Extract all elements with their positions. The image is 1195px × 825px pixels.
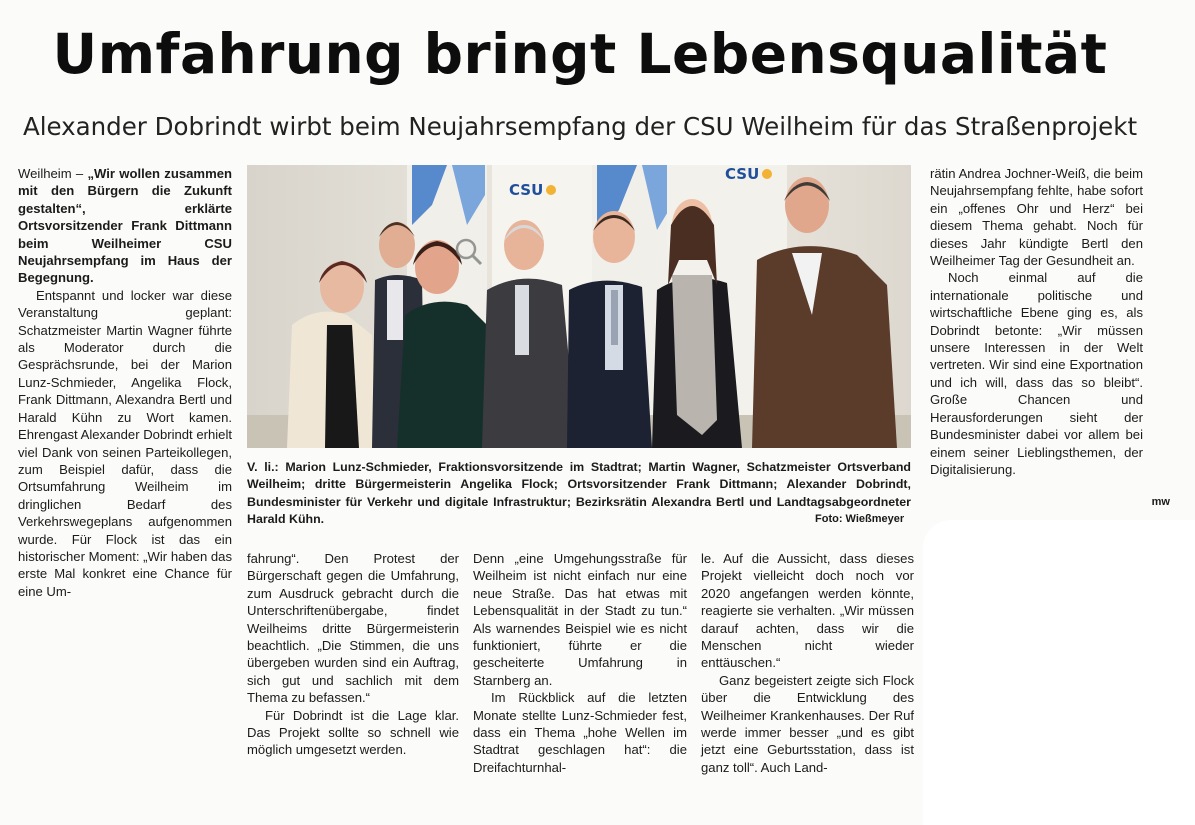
paragraph: Entspannt und locker war diese Veranstaltung geplant: Schatzmeister Martin Wagner führte als Moderator durch die Gesprächsrunde, bei der Marion Lunz-Schmieder, Angelika Flock, Frank Dittmann, Alexandra Bertl und Harald Kühn zu Wort kamen. Ehrengast Alexander Dobrindt erhielt viel Dank von seinen Parteikollegen, zum Beispiel dafür, dass die Ortsumfahrung Weilheim im dringlichen Bedarf des Verkehrswegeplans aufgenommen wurde. Für Flock ist das ein historischer Moment: „Wir haben das erste Mal konkret eine Chance für eine Um- [18,287,232,599]
paragraph: Im Rückblick auf die letzten Monate stellte Lunz-Schmieder fest, dass ein Thema „hohe Wellen im Stadtrat geschlagen hat“: die Dreifachturnhal- [473,690,687,775]
lead-bold: „Wir wollen zusammen mit den Bürgern die Zukunft gestalten“, erklärte Ortsvorsitzender Frank Dittmann beim Weilheimer CSU Neujahrsempfang im Haus der Begegnung. [18,166,232,286]
blank-cutout-area [923,520,1195,825]
headline: Umfahrung bringt Lebensqualität [52,22,1108,86]
photo-credit: Foto: Wießmeyer [815,513,905,525]
paragraph: fahrung“. Den Protest der Bürgerschaft gegen die Umfahrung, zum Ausdruck gebracht durch die Unterschriftenübergabe, findet Weilheims dritte Bürgermeisterin beachtlich. „Die Stimmen, die uns übergeben wurden sind ein Auftrag, sich gut und sachlich mit dem Thema zu befassen.“ [247,551,459,706]
csu-logo-text: CSU [509,181,544,199]
photo-caption: V. li.: Marion Lunz-Schmieder, Fraktionsvorsitzende im Stadtrat; Martin Wagner, Schatzmeister Ortsverband Weilheim; dritte Bürgermeisterin Angelika Flock; Ortsvorsitzender Frank Dittmann; Alexander Dobrindt, Bundesminister für Verkehr und digitale Infrastruktur; Bezirksrätin Alexandra Bertl und Landtagsabgeordneter Harald Kühn. [247,460,911,527]
article-column-3 [473,550,687,776]
lead-paragraph [18,165,232,287]
lead-place: Weilheim – [18,166,88,181]
subheadline: Alexander Dobrindt wirbt beim Neujahrsempfang der CSU Weilheim für das Straßenprojekt [22,112,1138,141]
article-column-4 [701,550,914,776]
paragraph: Für Dobrindt ist die Lage klar. Das Projekt sollte so schnell wie möglich umgesetzt werden. [247,707,459,758]
article-column-2 [247,550,459,759]
article-column-1 [18,165,232,600]
paragraph: rätin Andrea Jochner-Weiß, die beim Neujahrsempfang fehlte, habe sofort ein „offenes Ohr und Herz“ bei diesem Thema gehabt. Noch für dieses Jahr kündigte Bertl den Weilheimer Tag der Gesundheit an. [930,166,1143,269]
paragraph: Noch einmal auf die internationale politische und wirtschaftliche Ebene ging es, als Dobrindt betonte: „Wir müssen unsere Interessen in der Welt vertreten. Wir sind eine Exportnation und ich will, dass das so bleibt“. Große Chancen und Herausforderungen sieht der Bundesminister dabei vor allem bei einem seiner Lieblingsthemen, der Digitalisierung. [930,270,1143,477]
csu-logo-text: CSU [725,165,760,183]
paragraph: le. Auf die Aussicht, dass dieses Projekt vielleicht doch noch vor 2020 angefangen werden könnte, reagierte sie verhalten. „Wir müssen darauf achten, dass wir die Menschen nicht wieder enttäuschen.“ [701,551,914,671]
article-column-5 [930,165,1143,478]
lion-logo-icon [762,169,772,179]
group-photo [247,165,911,448]
lion-logo-icon [546,185,556,195]
paragraph: Denn „eine Umgehungsstraße für Weilheim ist nicht einfach nur eine neue Straße. Das hat etwas mit Lebensqualität in der Stadt zu tun.“ Als warnendes Beispiel wie es nicht funktioniert, führte er die gescheiterte Umfahrung in Starnberg an. [473,551,687,688]
author-byline: mw [1151,496,1170,508]
person-figure [287,261,377,448]
paragraph: Ganz begeistert zeigte sich Flock über die Entwicklung des Weilheimer Krankenhauses. Der Ruf werde immer besser „und es gibt jetzt eine Geburtsstation, dass ist ganz toll“. Auch Land- [701,672,914,775]
